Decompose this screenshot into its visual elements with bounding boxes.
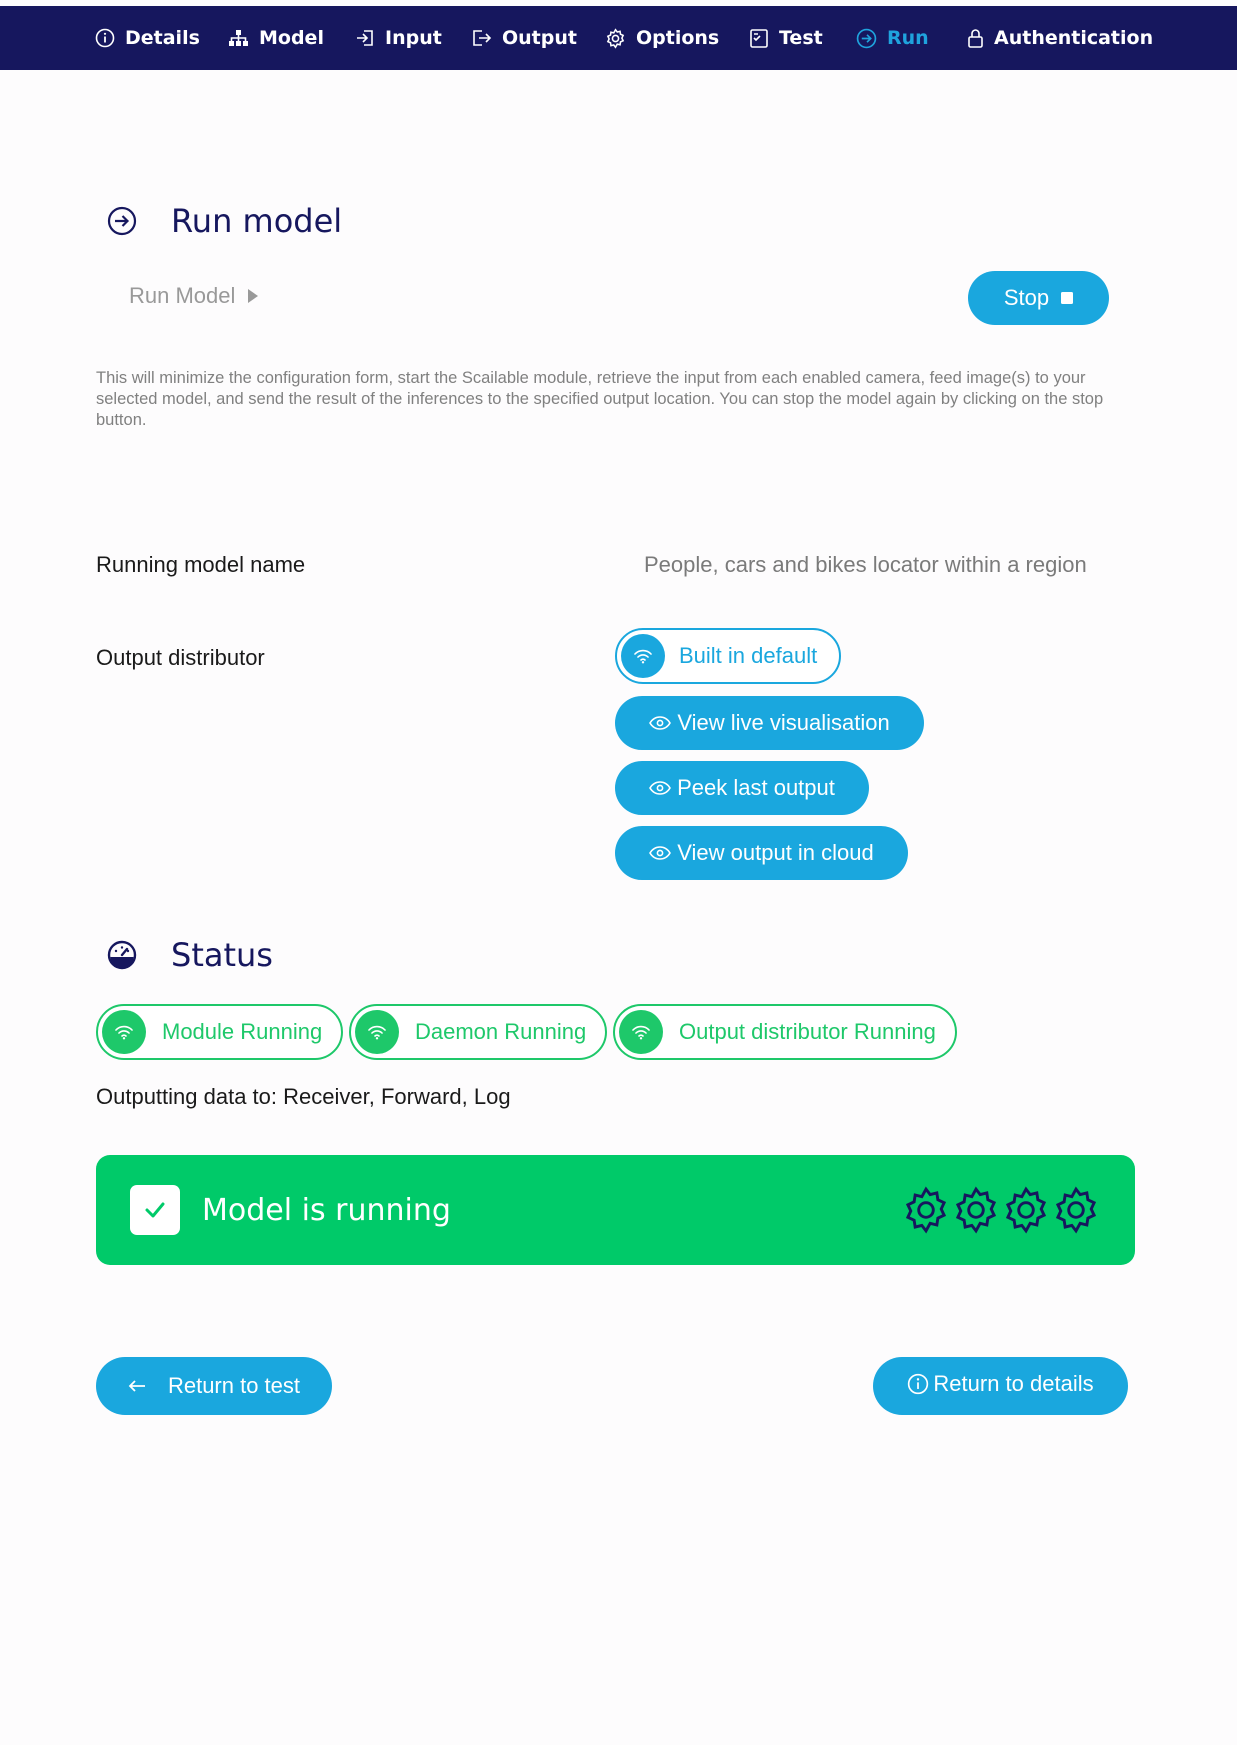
module-status-label: Module Running [162, 1019, 323, 1044]
info-icon [95, 28, 115, 48]
return-to-details-button[interactable] [873, 1357, 1128, 1415]
check-icon [144, 1201, 166, 1219]
module-status-chip [96, 1004, 343, 1060]
sign-out-icon [471, 28, 492, 48]
nav-item-details[interactable] [95, 6, 200, 70]
nav-item-label: Options [636, 27, 720, 49]
run-description: This will minimize the configuration form, start the Scailable module, retrieve the input from each enabled camera, feed image(s) to your selected model, and send the result of the inferences to the specified output location. You can stop the model again by clicking on the stop button. [96, 369, 1104, 429]
output-distributor-value: Built in default [679, 643, 818, 668]
nav-item-label: Details [125, 27, 200, 49]
status-section-header [107, 936, 273, 974]
model-running-text: Model is running [202, 1192, 451, 1228]
run-section-header [107, 202, 342, 240]
gear-icon [901, 1185, 951, 1235]
return-to-test-button[interactable] [96, 1357, 332, 1415]
wifi-icon [367, 1024, 387, 1040]
view-live-visualisation-label: View live visualisation [677, 710, 890, 735]
outputting-targets: Outputting data to: Receiver, Forward, Log [96, 1084, 511, 1109]
gear-icon [951, 1185, 1001, 1235]
nav-item-label: Model [259, 27, 324, 49]
wifi-badge [102, 1010, 146, 1054]
nav-item-label: Test [779, 27, 823, 49]
nav-item-run[interactable] [856, 6, 929, 70]
running-model-name-label: Running model name [96, 552, 306, 577]
running-model-name-value: People, cars and bikes locator within a region [644, 552, 1087, 577]
nav-item-authentication[interactable] [967, 6, 1153, 70]
eye-icon [649, 716, 671, 730]
breadcrumb[interactable] [129, 283, 259, 309]
sign-in-icon [355, 28, 375, 48]
nav-item-label: Input [385, 27, 442, 49]
wifi-badge [355, 1010, 399, 1054]
nav-item-test[interactable] [749, 6, 823, 70]
circle-arrow-right-icon [856, 28, 877, 49]
wifi-badge [619, 1010, 663, 1054]
nav-item-options[interactable] [605, 6, 719, 70]
output-distributor-label: Output distributor [96, 645, 265, 670]
stop-icon [1061, 292, 1073, 304]
model-running-banner [96, 1155, 1135, 1265]
breadcrumb-label: Run Model [129, 283, 236, 308]
view-live-visualisation-button[interactable] [615, 696, 924, 750]
wifi-icon [114, 1024, 134, 1040]
checkbox-checked [130, 1185, 180, 1235]
status-title: Status [171, 936, 273, 974]
daemon-status-label: Daemon Running [415, 1019, 587, 1044]
peek-last-output-button[interactable] [615, 761, 869, 815]
dashboard-icon [107, 940, 137, 970]
peek-last-output-label: Peek last output [677, 775, 835, 800]
wifi-icon [631, 1024, 651, 1040]
wifi-badge [621, 634, 665, 678]
stop-button[interactable] [968, 271, 1109, 325]
nav-item-input[interactable] [355, 6, 442, 70]
eye-icon [649, 846, 671, 860]
page-title: Run model [171, 202, 343, 240]
wifi-icon [633, 648, 653, 664]
gears-animation [901, 1185, 1101, 1235]
daemon-status-chip [349, 1004, 607, 1060]
eye-icon [649, 781, 671, 795]
nav-item-label: Run [887, 27, 929, 49]
return-to-details-label: Return to details [933, 1371, 1094, 1396]
gear-icon [1001, 1185, 1051, 1235]
sitemap-icon [228, 29, 249, 47]
caret-right-icon [247, 288, 259, 304]
output-distributor-status-chip [613, 1004, 957, 1060]
output-distributor-status-label: Output distributor Running [679, 1019, 936, 1044]
checklist-icon [749, 28, 769, 49]
top-navigation [0, 6, 1237, 70]
nav-item-model[interactable] [228, 6, 324, 70]
arrow-left-icon [128, 1379, 146, 1393]
nav-item-label: Output [502, 27, 577, 49]
view-output-in-cloud-label: View output in cloud [677, 840, 874, 865]
info-icon [907, 1373, 929, 1395]
lock-icon [967, 28, 984, 49]
nav-item-label: Authentication [994, 27, 1154, 49]
gear-icon [1051, 1185, 1101, 1235]
nav-item-output[interactable] [471, 6, 577, 70]
return-to-test-label: Return to test [167, 1373, 301, 1398]
stop-button-label: Stop [1003, 285, 1050, 310]
gear-icon [605, 28, 626, 49]
circle-arrow-right-icon [107, 206, 137, 236]
view-output-in-cloud-button[interactable] [615, 826, 908, 880]
output-distributor-chip [615, 628, 841, 684]
